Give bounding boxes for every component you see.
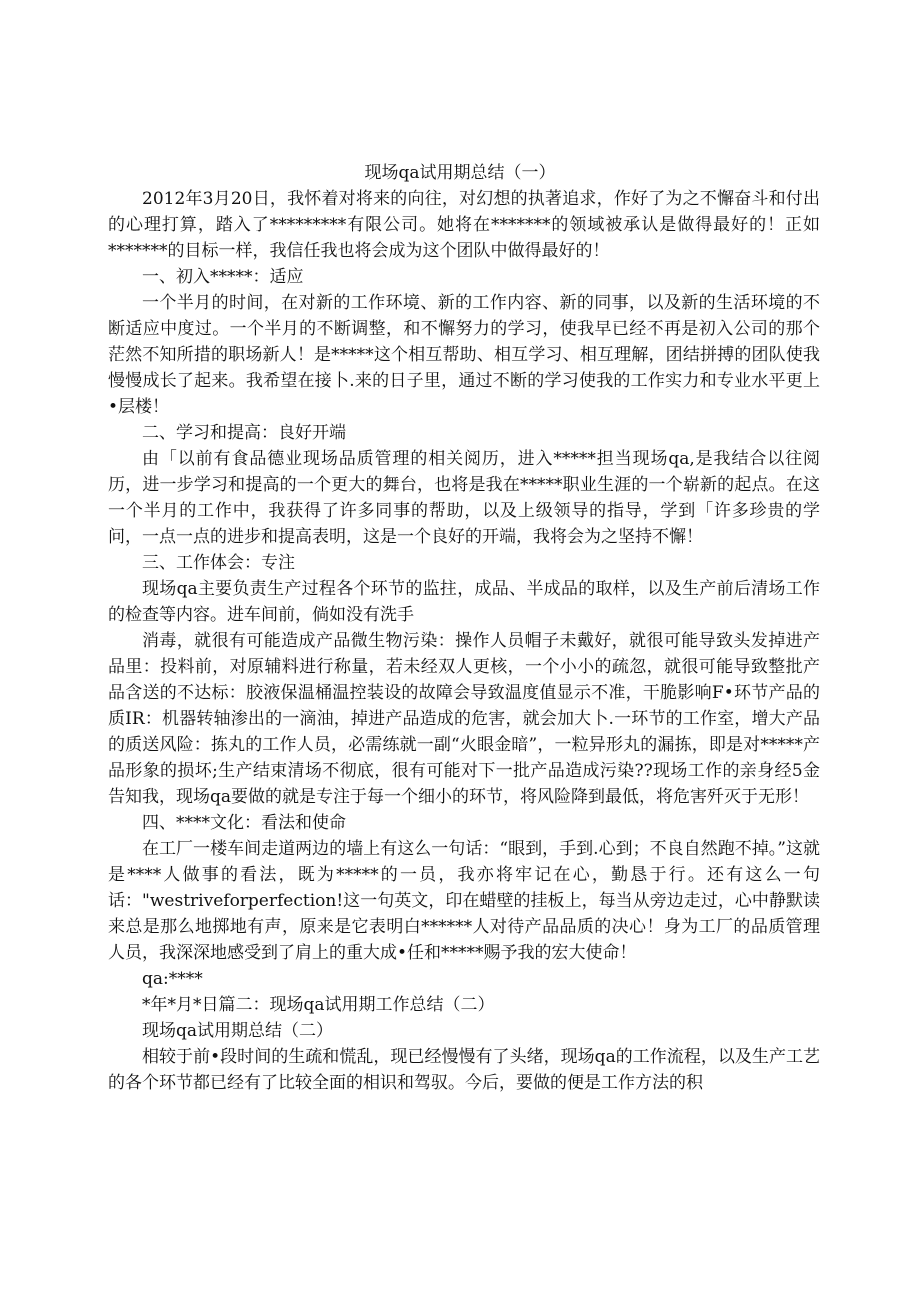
paragraph-culture: 在工厂一楼车间走道两边的墙上有这么一句话：“眼到，手到.心到；不良自然跑不掉。”这就是****人做事的看法，既为*****的一员，我亦将牢记在心，勤恳于行。还有这么一句话："westriveforperfection!这一句英文，印在蜡壁的挂板上，每当从旁边走过，心中静默读来总是那么地掷地有声，原来是它表明白******人对待产品品质的决心！身为工厂的品质管理人员，我深深地感受到了肩上的重大成•任和*****赐予我的宏大使命！ [108,839,820,963]
paragraph-work-detail: 消毒，就很有可能造成产品微生物污染：操作人员帽子未戴好，就很可能导致头发掉进产品里：投料前，对原辅料进行称量，若未经双人更核，一个小小的疏忽，就很可能导致整批产品含送的不达标：胶液保温桶温控装设的故障会导致温度值显示不准，干脆影响F•环节产品的质IR：机器转轴渗出的一滴油，掉进产品造成的危害，就会加大卜.一环节的工作室，增大产品的质送风险：拣丸的工作人员，必需练就一副“火眼金暗”，一粒异形丸的漏拣，即是对*****产品形象的损坏;生产结束清场不彻底，很有可能对下一批产品造成污染??现场工作的亲身经5金告知我，现场qa要做的就是专注于每一个细小的环节，将风险降到最低，将危害歼灭于无形！ [108,631,820,807]
signature-line: qa:**** [142,969,203,989]
paragraph-learning: 由「以前有食品德业现场品质管理的相关阅历，进入*****担当现场qa,是我结合以往阅历，进一步学习和提高的一个更大的舞台，也将是我在*****职业生涯的一个崭新的起点。在这一个半月的工作中，我获得了许多同事的帮助，以及上级领导的指导，学到「许多珍贵的学问，一点一点的进步和提高表明，这是一个良好的开端，我将会为之坚持不懈！ [108,449,820,547]
document-body [108,186,820,1096]
document-title: 现场qa试用期总结（一） [364,163,556,183]
section-heading-1: 一、初入*****：适应 [142,267,304,287]
section-heading-4: 四、****文化：看法和使命 [142,813,346,833]
part-two-title: 现场qa试用期总结（二） [142,1021,334,1041]
paragraph-intro: 2012年3月20日，我怀着对将来的向往，对幻想的执著追求，作好了为之不懈奋斗和付出的心理打算，踏入了*********有限公司。她将在*******的领域被承认是做得最好的！正如*******的目标一样，我信任我也将会成为这个团队中做得最好的！ [108,189,820,261]
section-heading-3: 三、工作体会：专注 [142,553,295,573]
paragraph-adaptation: 一个半月的时间，在对新的工作环境、新的工作内容、新的同事，以及新的生活环境的不断适应中度过。一个半月的不断调整，和不懈努力的学习，使我早已经不再是初入公司的那个茫然不知所措的职场新人！是*****这个相互帮助、相互学习、相互理解，团结拼搏的团队使我慢慢成长了起来。我希望在接卜.来的日子里，通过不断的学习使我的工作实力和专业水平更上•层楼！ [108,293,820,417]
date-and-part-two-heading: *年*月*日篇二：现场qa试用期工作总结（二） [142,995,495,1015]
section-heading-2: 二、学习和提高：良好开端 [142,423,346,443]
paragraph-part-two: 相较于前•段时间的生疏和慌乱，现已经慢慢有了头绪，现场qa的工作流程，以及生产工艺的各个环节都已经有了比较全面的相识和驾驭。今后，要做的便是工作方法的积 [108,1047,820,1093]
paragraph-work-intro: 现场qa主要负责生产过程各个环节的监拄，成品、半成品的取样，以及生产前后清场工作的检查等内容。进车间前，倘如没有洗手 [108,579,820,625]
